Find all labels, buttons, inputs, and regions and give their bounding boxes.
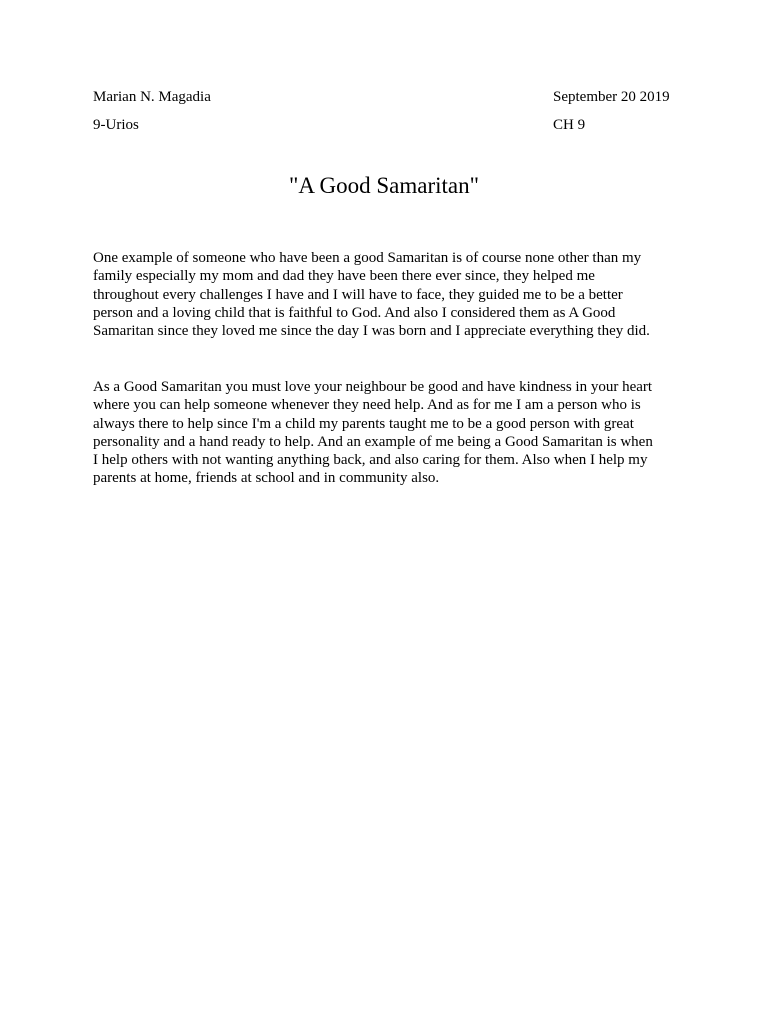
paragraph-line: throughout every challenges I have and I will have to face, they guided me to be a better [93,286,623,303]
paragraph-line: I help others with not wanting anything back, and also caring for them. Also when I help my [93,452,648,469]
essay-title: "A Good Samaritan" [289,173,479,198]
paragraph-line: family especially my mom and dad they have been there ever since, they helped me [93,268,595,285]
paragraph-line: As a Good Samaritan you must love your neighbour be good and have kindness in your heart [93,379,653,395]
paragraph-1 [93,249,683,340]
paragraph-line: person and a loving child that is faithful to God. And also I considered them as A Good [93,304,616,321]
class-section: 9-Urios [93,117,139,133]
paragraph-2 [93,378,683,488]
paragraph-line: One example of someone who have been a good Samaritan is of course none other than my [93,250,642,266]
paragraph-line: Samaritan since they loved me since the day I was born and I appreciate everything they did. [93,323,650,340]
paragraph-line: parents at home, friends at school and in community also. [93,470,440,487]
paragraph-line: personality and a hand ready to help. And an example of me being a Good Samaritan is when [93,433,653,450]
author-name: Marian N. Magadia [93,89,211,105]
document-date: September 20 2019 [553,89,670,105]
paragraph-line: always there to help since I'm a child my parents taught me to be a good person with great [93,415,634,432]
chapter-label: CH 9 [553,117,586,133]
paragraph-line: where you can help someone whenever they need help. And as for me I am a person who is [93,397,641,414]
